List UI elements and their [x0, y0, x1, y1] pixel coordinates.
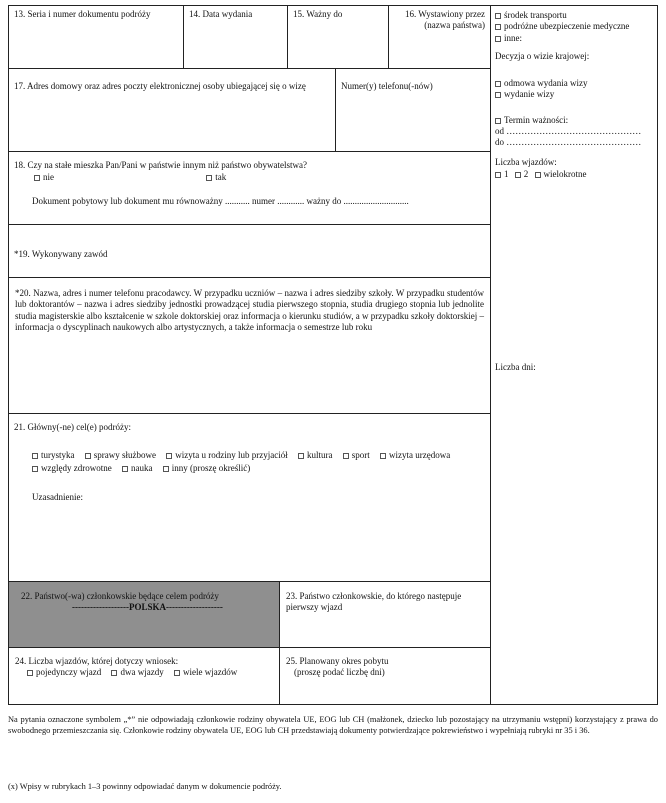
side-label: wydanie wizy [504, 89, 555, 100]
purpose-other[interactable] [163, 463, 250, 473]
side-validity-to[interactable]: do ……………………………………… [495, 137, 642, 147]
checkbox-icon [495, 118, 501, 124]
checkbox-icon [122, 466, 128, 472]
checkbox-icon [27, 670, 33, 676]
option-label: kultura [306, 450, 333, 461]
field-24-label: 24. Liczba wjazdów, której dotyczy wniosek: [15, 656, 179, 666]
option-label: nauka [130, 462, 153, 473]
field-14-issue-date[interactable] [183, 5, 288, 69]
field-15-valid-until[interactable] [287, 5, 389, 69]
checkbox-resident-yes[interactable] [206, 172, 226, 182]
checkbox-icon [34, 175, 40, 181]
checkbox-icon [111, 670, 117, 676]
checkbox-icon [515, 172, 521, 178]
checkbox-icon [495, 172, 501, 178]
field-13-label: 13. Seria i numer dokumentu podróży [14, 9, 151, 19]
side-other[interactable] [495, 33, 654, 44]
checkbox-icon [166, 453, 172, 459]
side-entries-multiple[interactable] [535, 169, 587, 179]
option-label: inny (proszę określić) [171, 462, 251, 473]
side-label: inne: [504, 32, 522, 43]
purpose-health[interactable] [32, 463, 112, 473]
side-entries-title: Liczba wjazdów: [495, 157, 557, 168]
side-entries-2[interactable] [515, 169, 529, 179]
checkbox-icon [535, 172, 541, 178]
purpose-business[interactable] [85, 450, 156, 460]
option-label: wizyta urzędowa [388, 450, 451, 461]
side-validity [495, 115, 654, 126]
side-decision-title: Decyzja o wizie krajowej: [495, 50, 590, 61]
checkbox-icon [495, 81, 501, 87]
field-22-destination-states [8, 581, 280, 648]
option-label: wiele wjazdów [182, 667, 238, 678]
side-validity-from[interactable]: od ……………………………………… [495, 125, 642, 136]
checkbox-icon [495, 92, 501, 98]
entries-two[interactable] [111, 667, 163, 677]
field-22-label: 22. Państwo(-wa) członkowskie będące celem podróży [21, 591, 219, 601]
entries-single[interactable] [27, 667, 101, 677]
entries-multiple[interactable] [174, 667, 237, 677]
field-23-label: 23. Państwo członkowskie, do którego następuje pierwszy wjazd [286, 591, 462, 613]
option-label: dwa wjazdy [120, 667, 164, 678]
field-20-employer[interactable] [8, 277, 491, 414]
checkbox-icon [495, 36, 501, 42]
residence-document-line[interactable]: Dokument pobytowy lub dokument mu równoważny ........... numer ............ ważny do ............................. [32, 195, 409, 206]
side-days: Liczba dni: [495, 361, 536, 372]
field-16-label: 16. Wystawiony przez (nazwa państwa) [404, 9, 485, 31]
purpose-tourism[interactable] [32, 450, 75, 460]
field-14-label: 14. Data wydania [189, 9, 253, 19]
checkbox-icon [163, 466, 169, 472]
side-issued[interactable] [495, 89, 654, 100]
field-phone-numbers[interactable] [335, 68, 491, 152]
checkbox-icon [495, 24, 501, 30]
checkbox-icon [85, 453, 91, 459]
side-label: Termin ważności: [504, 114, 569, 125]
field-13-travel-document-number[interactable] [8, 5, 184, 69]
phone-label: Numer(y) telefonu(-nów) [341, 81, 433, 91]
side-label: środek transportu [504, 10, 567, 20]
purpose-culture[interactable] [298, 450, 333, 460]
side-refuse[interactable] [495, 78, 654, 89]
field-17-home-address[interactable] [8, 68, 336, 152]
checkbox-icon [343, 453, 349, 459]
field-17-label: 17. Adres domowy oraz adres poczty elektronicznej osoby ubiegającej się o wizę [14, 81, 306, 91]
option-label: turystyka [41, 450, 75, 461]
field-23-first-entry-state[interactable] [279, 581, 491, 648]
field-20-label: *20. Nazwa, adres i numer telefonu pracodawcy. W przypadku uczniów – nazwa i adres siedziby szkoły. W przypadku studentów lub doktorantów – nazwa i adres siedziby jednostki prowadzącej studia pierwszego stopnia, studia drugiego stopnia lub jednolite studia magisterskie albo kształcenie w szkole doktorskiej oraz informacja o kierunku studiów, a w przypadku szkoły doktorskiej – informacja o dyscyplinach naukowych albo artystycznych, a także informacja o semestrze lub roku [15, 288, 484, 332]
field-25-sub: (proszę podać liczbę dni) [294, 667, 385, 678]
checkbox-icon [32, 466, 38, 472]
side-label: odmowa wydania wizy [504, 78, 588, 88]
purpose-options-row1 [32, 450, 485, 461]
field-25-label: 25. Planowany okres pobytu [286, 656, 389, 666]
option-label: pojedynczy wjazd [36, 667, 102, 678]
checkbox-icon [495, 13, 501, 19]
option-label: wizyta u rodziny lub przyjaciół [175, 450, 288, 461]
field-18-question: 18. Czy na stałe mieszka Pan/Pani w państwie innym niż państwo obywatelstwa? [14, 160, 307, 170]
side-label: 1 [504, 168, 509, 179]
justification-label[interactable]: Uzasadnienie: [32, 491, 83, 502]
field-19-occupation[interactable] [8, 224, 491, 278]
field-24-number-of-entries [8, 647, 280, 705]
checkbox-icon [380, 453, 386, 459]
side-entries-1[interactable] [495, 169, 509, 179]
field-15-label: 15. Ważny do [293, 9, 343, 19]
side-entries-options [495, 169, 654, 180]
footnote-family-members: Na pytania oznaczone symbolem „*” nie odpowiadają członkowie rodziny obywatela UE, EOG lub CH (małżonek, dziecko lub pozostający na utrzymaniu wstępni) korzystający z prawa do swobodnego przemieszczania się. Członkowie rodziny obywatela UE, EOG lub CH przedstawiają dokumenty potwierdzające pokrewieństwo i wypełniają rubryki nr 35 i 36. [8, 715, 658, 736]
field-21-title: 21. Główny(-ne) cel(e) podróży: [14, 422, 131, 432]
option-label: względy zdrowotne [41, 462, 112, 473]
purpose-family-visit[interactable] [166, 450, 287, 460]
option-yes-label: tak [215, 172, 227, 183]
footnote-travel-document: (x) Wpisy w rubrykach 1–3 powinny odpowiadać danym w dokumencie podróży. [8, 782, 282, 791]
side-label: 2 [523, 168, 529, 179]
checkbox-resident-no[interactable] [34, 172, 54, 182]
official-use-column [490, 5, 658, 705]
purpose-options-row2 [32, 463, 485, 474]
checkbox-icon [174, 670, 180, 676]
side-label: podróżne ubezpieczenie medyczne [504, 21, 630, 32]
field-25-stay-duration[interactable] [279, 647, 491, 705]
side-transport[interactable] [495, 10, 654, 21]
field-19-label: *19. Wykonywany zawód [14, 249, 108, 259]
checkbox-icon [298, 453, 304, 459]
side-insurance[interactable] [495, 21, 654, 32]
destination-value: -------------------POLSKA------------------- [72, 602, 223, 613]
option-no-label: nie [43, 172, 54, 183]
checkbox-icon [32, 453, 38, 459]
purpose-sport[interactable] [343, 450, 370, 460]
option-label: sport [351, 450, 370, 461]
checkbox-icon [206, 175, 212, 181]
purpose-study[interactable] [122, 463, 153, 473]
field-18-residence [8, 151, 491, 225]
field-16-issued-by[interactable] [388, 5, 491, 69]
field-21-purpose [8, 413, 491, 582]
side-label: wielokrotne [543, 168, 587, 179]
purpose-official-visit[interactable] [380, 450, 450, 460]
option-label: sprawy służbowe [93, 450, 156, 461]
